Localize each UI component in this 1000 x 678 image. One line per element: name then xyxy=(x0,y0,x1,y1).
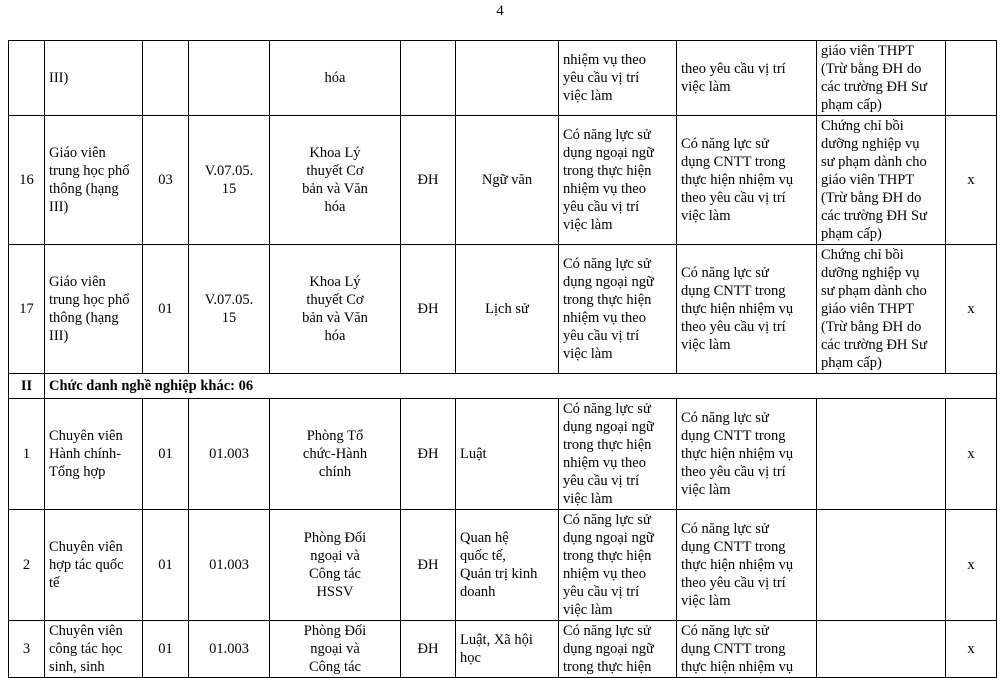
cell-code: V.07.05. 15 xyxy=(189,245,270,374)
cell-language-req: Có năng lực sử dụng ngoại ngữ trong thực hiện nhiệm vụ theo yêu cầu vị trí việc làm xyxy=(559,510,677,621)
page-number: 4 xyxy=(496,3,504,19)
cell-quantity xyxy=(143,41,189,116)
cell-certificate-req: Chứng chỉ bồi dưỡng nghiệp vụ sư phạm dành cho giáo viên THPT (Trừ bằng ĐH do các trường ĐH Sư phạm cấp) xyxy=(817,116,946,245)
cell-department: Phòng Đối ngoại và Công tác xyxy=(270,621,401,678)
cell-title: Chuyên viên hợp tác quốc tế xyxy=(45,510,143,621)
cell-title: Chuyên viên Hành chính- Tổng hợp xyxy=(45,399,143,510)
cell-mark: x xyxy=(946,621,997,678)
cell-major: Ngữ văn xyxy=(456,116,559,245)
cell-department: Phòng Đối ngoại và Công tác HSSV xyxy=(270,510,401,621)
cell-code xyxy=(189,41,270,116)
cell-department: hóa xyxy=(270,41,401,116)
cell-language-req: Có năng lực sử dụng ngoại ngữ trong thực hiện nhiệm vụ theo yêu cầu vị trí việc làm xyxy=(559,116,677,245)
cell-code: V.07.05. 15 xyxy=(189,116,270,245)
cell-stt: 16 xyxy=(9,116,45,245)
cell-it-req: Có năng lực sử dụng CNTT trong thực hiện nhiệm vụ theo yêu cầu vị trí việc làm xyxy=(677,245,817,374)
cell-it-req: Có năng lực sử dụng CNTT trong thực hiện nhiệm vụ theo yêu cầu vị trí việc làm xyxy=(677,510,817,621)
cell-degree: ĐH xyxy=(401,245,456,374)
table-row xyxy=(9,116,997,245)
recruitment-table xyxy=(8,40,997,678)
table-row xyxy=(9,245,997,374)
cell-stt: 3 xyxy=(9,621,45,678)
cell-major: Quan hệ quốc tế, Quản trị kinh doanh xyxy=(456,510,559,621)
cell-title: III) xyxy=(45,41,143,116)
cell-major: Lịch sử xyxy=(456,245,559,374)
cell-degree: ĐH xyxy=(401,621,456,678)
cell-major: Luật xyxy=(456,399,559,510)
table-row xyxy=(9,399,997,510)
cell-it-req: theo yêu cầu vị trí việc làm xyxy=(677,41,817,116)
cell-it-req: Có năng lực sử dụng CNTT trong thực hiện nhiệm vụ xyxy=(677,621,817,678)
cell-it-req: Có năng lực sử dụng CNTT trong thực hiện nhiệm vụ theo yêu cầu vị trí việc làm xyxy=(677,116,817,245)
table-row xyxy=(9,41,997,116)
cell-mark: x xyxy=(946,399,997,510)
section-label: II xyxy=(9,374,45,399)
cell-certificate-req xyxy=(817,399,946,510)
cell-code: 01.003 xyxy=(189,399,270,510)
cell-quantity: 01 xyxy=(143,621,189,678)
cell-code: 01.003 xyxy=(189,510,270,621)
cell-stt: 17 xyxy=(9,245,45,374)
cell-quantity: 03 xyxy=(143,116,189,245)
cell-department: Khoa Lý thuyết Cơ bản và Văn hóa xyxy=(270,116,401,245)
cell-certificate-req xyxy=(817,510,946,621)
cell-it-req: Có năng lực sử dụng CNTT trong thực hiện nhiệm vụ theo yêu cầu vị trí việc làm xyxy=(677,399,817,510)
section-title: Chức danh nghề nghiệp khác: 06 xyxy=(45,374,997,399)
cell-mark: x xyxy=(946,245,997,374)
cell-stt xyxy=(9,41,45,116)
cell-major xyxy=(456,41,559,116)
cell-degree: ĐH xyxy=(401,510,456,621)
cell-language-req: Có năng lực sử dụng ngoại ngữ trong thực hiện nhiệm vụ theo yêu cầu vị trí việc làm xyxy=(559,245,677,374)
cell-quantity: 01 xyxy=(143,245,189,374)
cell-degree: ĐH xyxy=(401,399,456,510)
cell-department: Phòng Tổ chức-Hành chính xyxy=(270,399,401,510)
cell-major: Luật, Xã hội học xyxy=(456,621,559,678)
section-row xyxy=(9,374,997,399)
cell-certificate-req: giáo viên THPT (Trừ bằng ĐH do các trường ĐH Sư phạm cấp) xyxy=(817,41,946,116)
cell-stt: 1 xyxy=(9,399,45,510)
cell-quantity: 01 xyxy=(143,510,189,621)
cell-stt: 2 xyxy=(9,510,45,621)
cell-language-req: Có năng lực sử dụng ngoại ngữ trong thực hiện xyxy=(559,621,677,678)
cell-certificate-req: Chứng chỉ bồi dưỡng nghiệp vụ sư phạm dành cho giáo viên THPT (Trừ bằng ĐH do các trường ĐH Sư phạm cấp) xyxy=(817,245,946,374)
cell-mark: x xyxy=(946,116,997,245)
cell-degree xyxy=(401,41,456,116)
cell-title: Giáo viên trung học phổ thông (hạng III) xyxy=(45,116,143,245)
cell-title: Chuyên viên công tác học sinh, sinh xyxy=(45,621,143,678)
cell-language-req: nhiệm vụ theo yêu cầu vị trí việc làm xyxy=(559,41,677,116)
cell-department: Khoa Lý thuyết Cơ bản và Văn hóa xyxy=(270,245,401,374)
cell-mark: x xyxy=(946,510,997,621)
cell-degree: ĐH xyxy=(401,116,456,245)
cell-quantity: 01 xyxy=(143,399,189,510)
cell-title: Giáo viên trung học phổ thông (hạng III) xyxy=(45,245,143,374)
cell-mark xyxy=(946,41,997,116)
cell-code: 01.003 xyxy=(189,621,270,678)
table-row xyxy=(9,510,997,621)
cell-language-req: Có năng lực sử dụng ngoại ngữ trong thực hiện nhiệm vụ theo yêu cầu vị trí việc làm xyxy=(559,399,677,510)
